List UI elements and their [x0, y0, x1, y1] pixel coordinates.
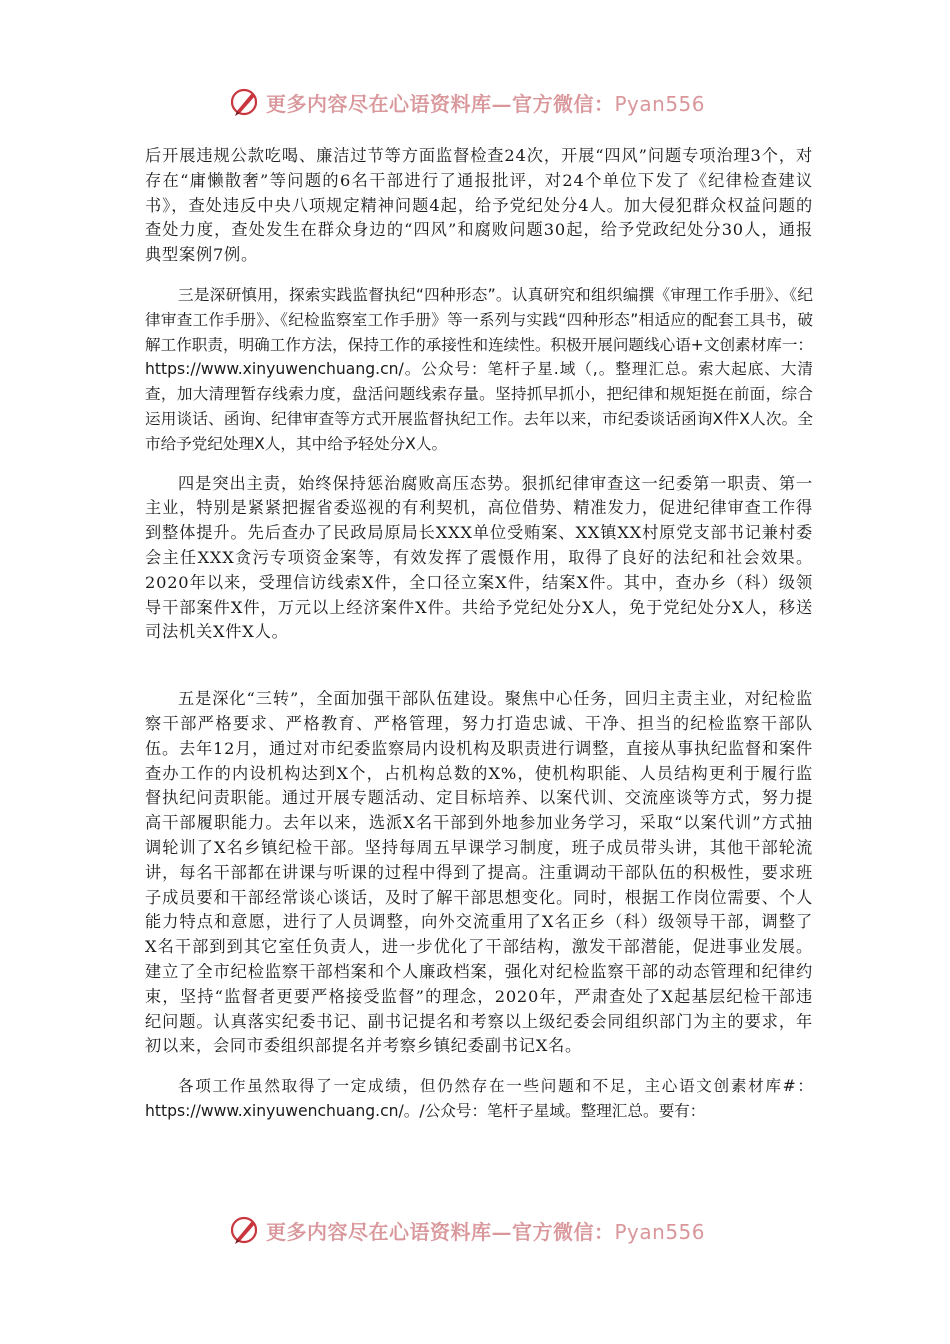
document-body: [145, 144, 813, 1124]
footer-banner: [228, 1212, 728, 1248]
paragraph-1: 后开展违规公款吃喝、廉洁过节等方面监督检查24次，开展“四风”问题专项治理3个，对存在“庸懒散奢”等问题的6名干部进行了通报批评，对24个单位下发了《纪律检查建议书》，查处违反中央八项规定精神问题4起，给予党纪处分4人。加大侵犯群众权益问题的查处力度，查处发生在群众身边的“四风”和腐败问题30起，给予党政纪处分30人，通报典型案例7例。: [145, 146, 813, 265]
banner-text: 更多内容尽在心语资料库—官方微信：: [266, 91, 615, 116]
header-banner: [228, 84, 728, 120]
paragraph-5: 各项工作虽然取得了一定成绩，但仍然存在一些问题和不足，主心语文创素材库#：https://www.xinyuwenchuang.cn/。/公众号：笔杆子星域。整理汇总。要有：: [145, 1077, 813, 1120]
pen-logo-icon: [228, 1213, 262, 1247]
pen-logo-icon: [228, 85, 262, 119]
paragraph-4: 五是深化“三转”，全面加强干部队伍建设。聚焦中心任务，回归主责主业，对纪检监察干部严格要求、严格教育、严格管理，努力打造忠诚、干净、担当的纪检监察干部队伍。去年12月，通过对市纪委监察局内设机构及职责进行调整，直接从事执纪监督和案件查办工作的内设机构达到X个，占机构总数的X%，使机构职能、人员结构更利于履行监督执纪问责职能。通过开展专题活动、定目标培养、以案代训、交流座谈等方式，努力提高干部履职能力。去年以来，选派X名干部到外地参加业务学习，采取“以案代训”方式抽调轮训了X名乡镇纪检干部。坚持每周五早课学习制度，班子成员带头讲，其他干部轮流讲，每名干部都在讲课与听课的过程中得到了提高。注重调动干部队伍的积极性，要求班子成员要和干部经常谈心谈话，及时了解干部思想变化。同时，根据工作岗位需要、个人能力特点和意愿，进行了人员调整，向外交流重用了X名正乡（科）级领导干部，调整了X名干部到到其它室任负责人，进一步优化了干部结构，激发干部潜能，促进事业发展。建立了全市纪检监察干部档案和个人廉政档案，强化对纪检监察干部的动态管理和纪律约束，坚持“监督者更要严格接受监督”的理念，2020年，严肃查处了X起基层纪检干部违纪问题。认真落实纪委书记、副书记提名和考察以上级纪委会同组织部门为主的要求，年初以来，会同市委组织部提名并考察乡镇纪委副书记X名。: [145, 689, 813, 1056]
banner-text: 更多内容尽在心语资料库—官方微信：: [266, 1219, 615, 1244]
banner-handle: Pyan556: [614, 91, 706, 116]
paragraph-2: 三是深研慎用，探索实践监督执纪“四种形态”。认真研究和组织编撰《审理工作手册》、《纪律审查工作手册》、《纪检监察室工作手册》等一系列与实践“四种形态”相适应的配套工具书，破解工作职责，明确工作方法，保持工作的承接性和连续性。积极开展问题线心语+文创素材库一：https://www.xinyuwenchuang.cn/。公众号：笔杆子星.域（,。整理汇总。索大起底、大清查，加大清理暂存线索力度，盘活问题线索存量。坚持抓早抓小，把纪律和规矩挺在前面，综合运用谈话、函询、纪律审查等方式开展监督执纪工作。去年以来，市纪委谈话函询X件X人次。全市给予党纪处理X人，其中给予轻处分X人。: [145, 285, 814, 453]
paragraph-3: 四是突出主责，始终保持惩治腐败高压态势。狠抓纪律审查这一纪委第一职责、第一主业，特别是紧紧把握省委巡视的有利契机，高位借势、精准发力，促进纪律审查工作得到整体提升。先后查办了民政局原局长XXX单位受贿案、XX镇XX村原党支部书记兼村委会主任XXX贪污专项资金案等，有效发挥了震慑作用，取得了良好的法纪和社会效果。2020年以来，受理信访线索X件，全口径立案X件，结案X件。其中，查办乡（科）级领导干部案件X件，万元以上经济案件X件。共给予党纪处分X人，免于党纪处分X人，移送司法机关X件X人。: [145, 473, 813, 642]
banner-handle: Pyan556: [614, 1219, 706, 1244]
